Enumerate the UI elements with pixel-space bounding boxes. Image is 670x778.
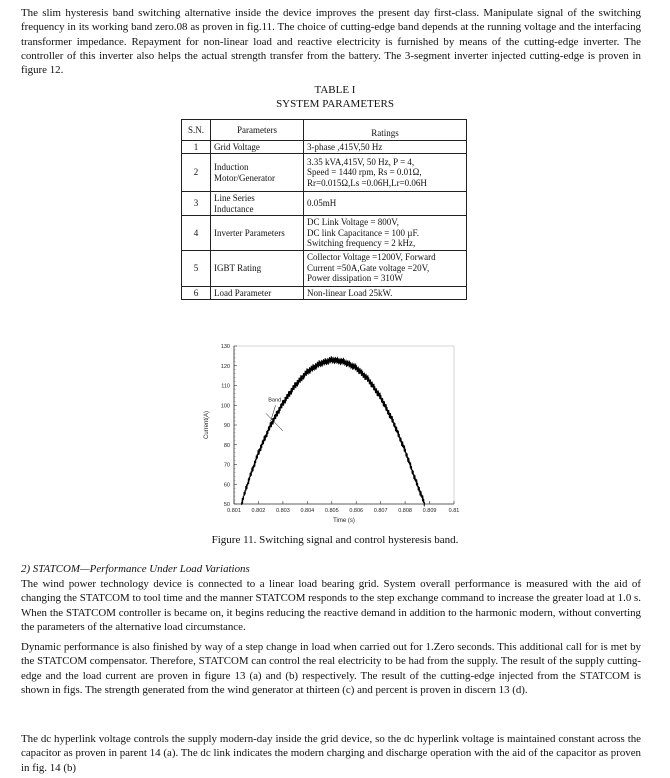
rating-line: DC link Capacitance = 100 µF.: [307, 227, 420, 238]
table-header-row: [182, 120, 467, 141]
y-axis-label: Current(A): [204, 410, 210, 440]
row-rating: [304, 154, 467, 192]
row-rating: [304, 250, 467, 286]
row-sn: 5: [182, 250, 211, 286]
rating-line: Speed = 1440 rpm, Rs = 0.01Ω,: [307, 167, 422, 178]
x-tick-label: 0.809: [422, 508, 437, 514]
y-tick-label: 70: [223, 462, 230, 469]
table-row: [182, 192, 467, 216]
table-title: SYSTEM PARAMETERS: [276, 98, 394, 110]
x-tick-label: 0.807: [373, 508, 388, 514]
band-annotation: Band: [268, 397, 282, 404]
intro-paragraph: The slim hysteresis band switching alternative inside the device improves the present day first-class. Manipulate signal of the switching frequency in its working band zero.08 as proven in fig.11. The choice of cutting-edge band depends at the running voltage and the interfacing transformer impedance. Repayment for non-linear load and reactive electricity is furnished by means of the cutting-edge inverter. The controller of this inverter also helps the actual strength transfer from the battery. The 3-segment inverter injected cutting-edge is proven in figure 12.: [21, 7, 641, 77]
paragraph-3: Dynamic performance is also finished by way of a step change in load when carried out for 1.Zero seconds. This additional call for is met by the STATCOM compensator. Therefore, STATCOM can control the real electricity to be had from the supply. The result of the supply cutting-edge and the load current are proven in figure 13 (a) and (b) respectively. The result of the cutting-edge injected from the STATCOM is shown in figs. The strength generated from the wind generator at thirteen (c) and percent is proven in discern 13 (d).: [21, 641, 641, 696]
rating-line: Non-linear Load 25kW.: [307, 287, 393, 298]
paragraph-4: The dc hyperlink voltage controls the supply modern-day inside the grid device, so the dc hyperlink voltage is maintained constant across the capacitor as proven in parent 14 (a). The dc link indicates the modern charging and discharge operation with the aid of the capacitor as proven in fig. 14 (b): [21, 733, 641, 774]
header-parameters: Parameters: [211, 120, 304, 141]
x-tick-label: 0.801: [227, 508, 241, 514]
y-tick-label: 90: [223, 423, 230, 429]
row-rating: [304, 192, 467, 216]
table-body: [182, 140, 467, 300]
rating-line: 3-phase ,415V,50 Hz: [307, 141, 383, 152]
row-sn: 1: [182, 140, 211, 154]
row-sn: 3: [182, 192, 211, 216]
table-row: [182, 216, 467, 251]
row-sn: 4: [182, 216, 211, 251]
current-waveform: [241, 356, 424, 506]
row-parameter: [211, 140, 304, 154]
rating-line: Rr=0.015Ω,Ls =0.06H,Lr=0.06H: [307, 177, 427, 188]
subsection-heading: 2) STATCOM—Performance Under Load Variations: [21, 563, 250, 575]
rating-line: Power dissipation = 310W: [307, 273, 403, 284]
system-parameters-table: [181, 119, 467, 300]
parameter-line: Line Series: [214, 193, 255, 203]
paragraph-2: The wind power technology device is connected to a linear load bearing grid. System overall performance is measured with the aid of changing the STATCOM to tool time and the manner STATCOM responds to the step exchange command to increase the greater load at 1.0 s. When the STATCOM controller is became on, it begins reducing the reactive demand in addition to the harmonic modern, without converting the parameters of the alternative load circumstance.: [21, 578, 641, 633]
parameter-line: Motor/Generator: [214, 172, 275, 183]
rating-line: 3.35 kVA,415V, 50 Hz, P = 4,: [307, 156, 415, 167]
parameter-line: Inductance: [214, 203, 254, 214]
y-tick-label: 80: [223, 442, 230, 449]
x-tick-label: 0.806: [349, 508, 364, 514]
rating-line: Switching frequency = 2 kHz,: [307, 238, 416, 248]
y-tick-label: 120: [220, 363, 230, 370]
header-sn: S.N.: [182, 120, 211, 141]
current-chart: [196, 336, 468, 532]
x-tick-label: 0.808: [398, 508, 412, 514]
row-rating: [304, 140, 467, 154]
row-rating: [304, 216, 467, 251]
row-sn: 6: [182, 286, 211, 300]
table-row: [182, 140, 467, 154]
table-row: [182, 154, 467, 192]
rating-line: Collector Voltage =1200V, Forward: [307, 252, 436, 263]
row-rating: [304, 286, 467, 300]
rating-line: 0.05mH: [307, 198, 337, 209]
parameter-line: Load Parameter: [214, 287, 272, 298]
x-tick-label: 0.81: [448, 508, 460, 514]
parameter-line: IGBT Rating: [214, 262, 262, 273]
plot-area: [234, 346, 454, 504]
row-parameter: [211, 250, 304, 286]
row-parameter: [211, 216, 304, 251]
parameter-line: Grid Voltage: [214, 141, 260, 152]
row-parameter: [211, 286, 304, 300]
table-label: TABLE I: [314, 84, 356, 96]
parameter-line: Induction: [214, 162, 249, 172]
table-row: [182, 286, 467, 300]
figure-caption: Figure 11. Switching signal and control hysteresis band.: [211, 534, 459, 546]
x-tick-label: 0.802: [251, 508, 266, 514]
figure-11: [196, 336, 468, 532]
row-parameter: [211, 154, 304, 192]
y-tick-label: 50: [223, 502, 230, 508]
x-tick-label: 0.804: [300, 508, 315, 514]
x-tick-label: 0.805: [324, 508, 339, 514]
y-tick-label: 100: [220, 403, 230, 410]
row-parameter: [211, 192, 304, 216]
header-ratings: Ratings: [304, 120, 467, 141]
x-tick-label: 0.803: [276, 508, 290, 514]
row-sn: 2: [182, 154, 211, 192]
y-tick-label: 110: [221, 383, 230, 390]
y-tick-label: 60: [223, 482, 230, 489]
x-axis-label: Time (s): [333, 518, 355, 524]
rating-line: Current =50A,Gate voltage =20V,: [307, 262, 430, 273]
y-tick-label: 130: [220, 344, 230, 350]
rating-line: DC Link Voltage = 800V,: [307, 217, 399, 227]
table-row: [182, 250, 467, 286]
parameter-line: Inverter Parameters: [214, 227, 285, 238]
